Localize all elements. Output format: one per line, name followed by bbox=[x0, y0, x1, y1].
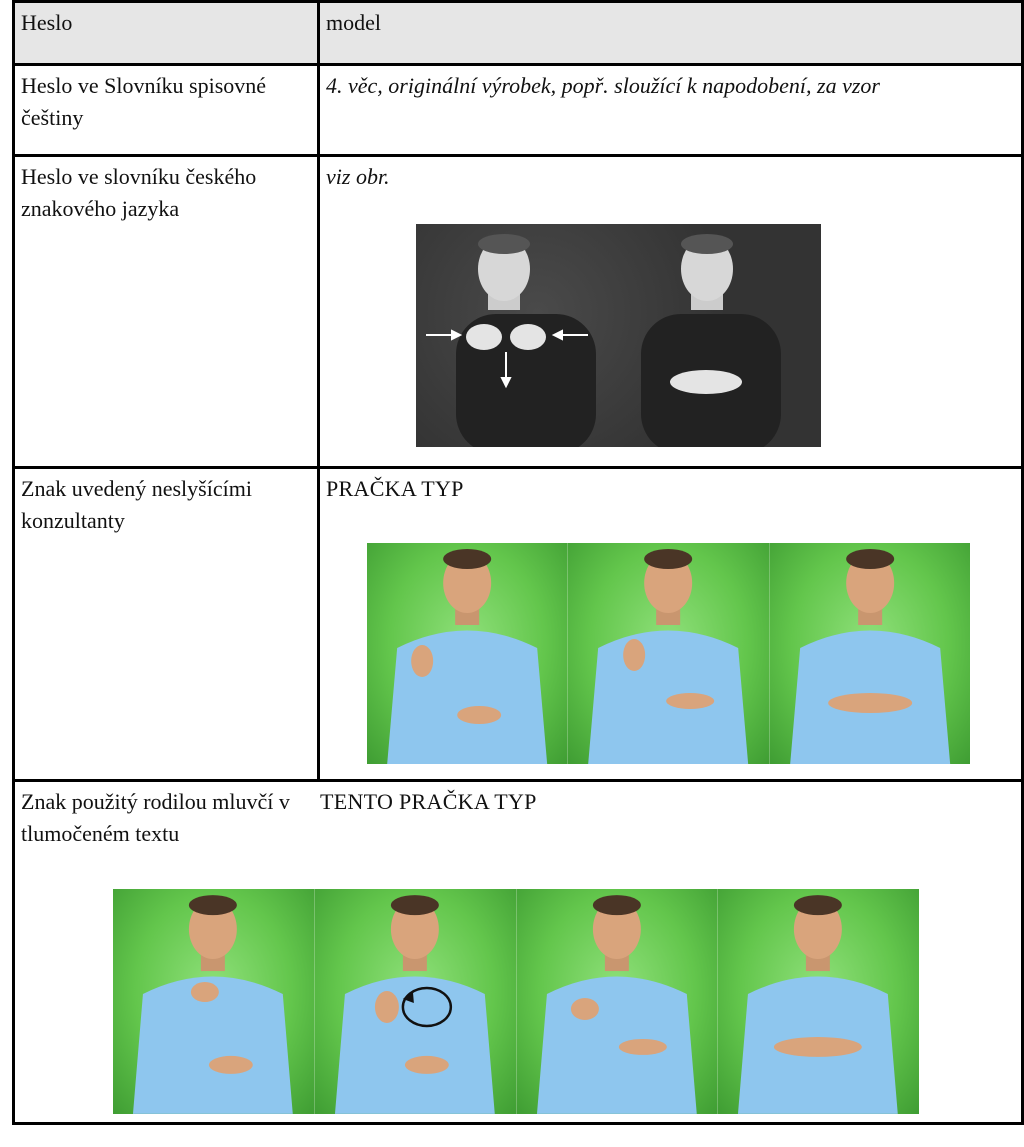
signer-frame-illustration bbox=[367, 543, 567, 764]
row-value: TENTO PRAČKA TYP bbox=[320, 789, 537, 814]
signer-frame-illustration bbox=[113, 889, 314, 1114]
native-speaker-sign-strip bbox=[113, 889, 919, 1114]
document-page bbox=[12, 0, 1021, 1145]
sign-frame bbox=[113, 889, 315, 1114]
sign-frame bbox=[568, 543, 769, 764]
row-value: 4. věc, originální výrobek, popř. sloužící k napodobení, za vzor bbox=[319, 65, 1023, 156]
sign-frame bbox=[315, 889, 517, 1114]
table-row bbox=[14, 65, 1023, 156]
header-label-cell: Heslo bbox=[14, 2, 319, 65]
row-label: Znak uvedený neslyšícími konzultanty bbox=[14, 468, 319, 781]
sign-frame bbox=[517, 889, 719, 1114]
dictionary-sign-photo bbox=[416, 224, 821, 447]
signer-figure-right bbox=[641, 234, 781, 447]
signer-frame-illustration bbox=[517, 889, 718, 1114]
row-label: Znak použitý rodilou mluvčí v tlumočeném textu bbox=[21, 789, 290, 846]
row-label: Heslo ve slovníku českého znakového jazyka bbox=[14, 156, 319, 468]
sign-frame bbox=[770, 543, 970, 764]
sign-frame bbox=[367, 543, 568, 764]
signer-frame-illustration bbox=[568, 543, 768, 764]
signer-frame-illustration bbox=[718, 889, 919, 1114]
row-label: Heslo ve Slovníku spisovné češtiny bbox=[14, 65, 319, 156]
header-value-cell: model bbox=[319, 2, 1023, 65]
row-value: viz obr. bbox=[319, 156, 1023, 468]
sign-frame bbox=[718, 889, 919, 1114]
signer-figure-left bbox=[456, 234, 596, 447]
row-value: PRAČKA TYP bbox=[319, 468, 1023, 781]
consultant-sign-strip bbox=[367, 543, 970, 764]
table-header-row bbox=[14, 2, 1023, 65]
signer-frame-illustration bbox=[315, 889, 516, 1114]
signer-frame-illustration bbox=[770, 543, 970, 764]
signer-bw-illustration bbox=[416, 224, 821, 447]
